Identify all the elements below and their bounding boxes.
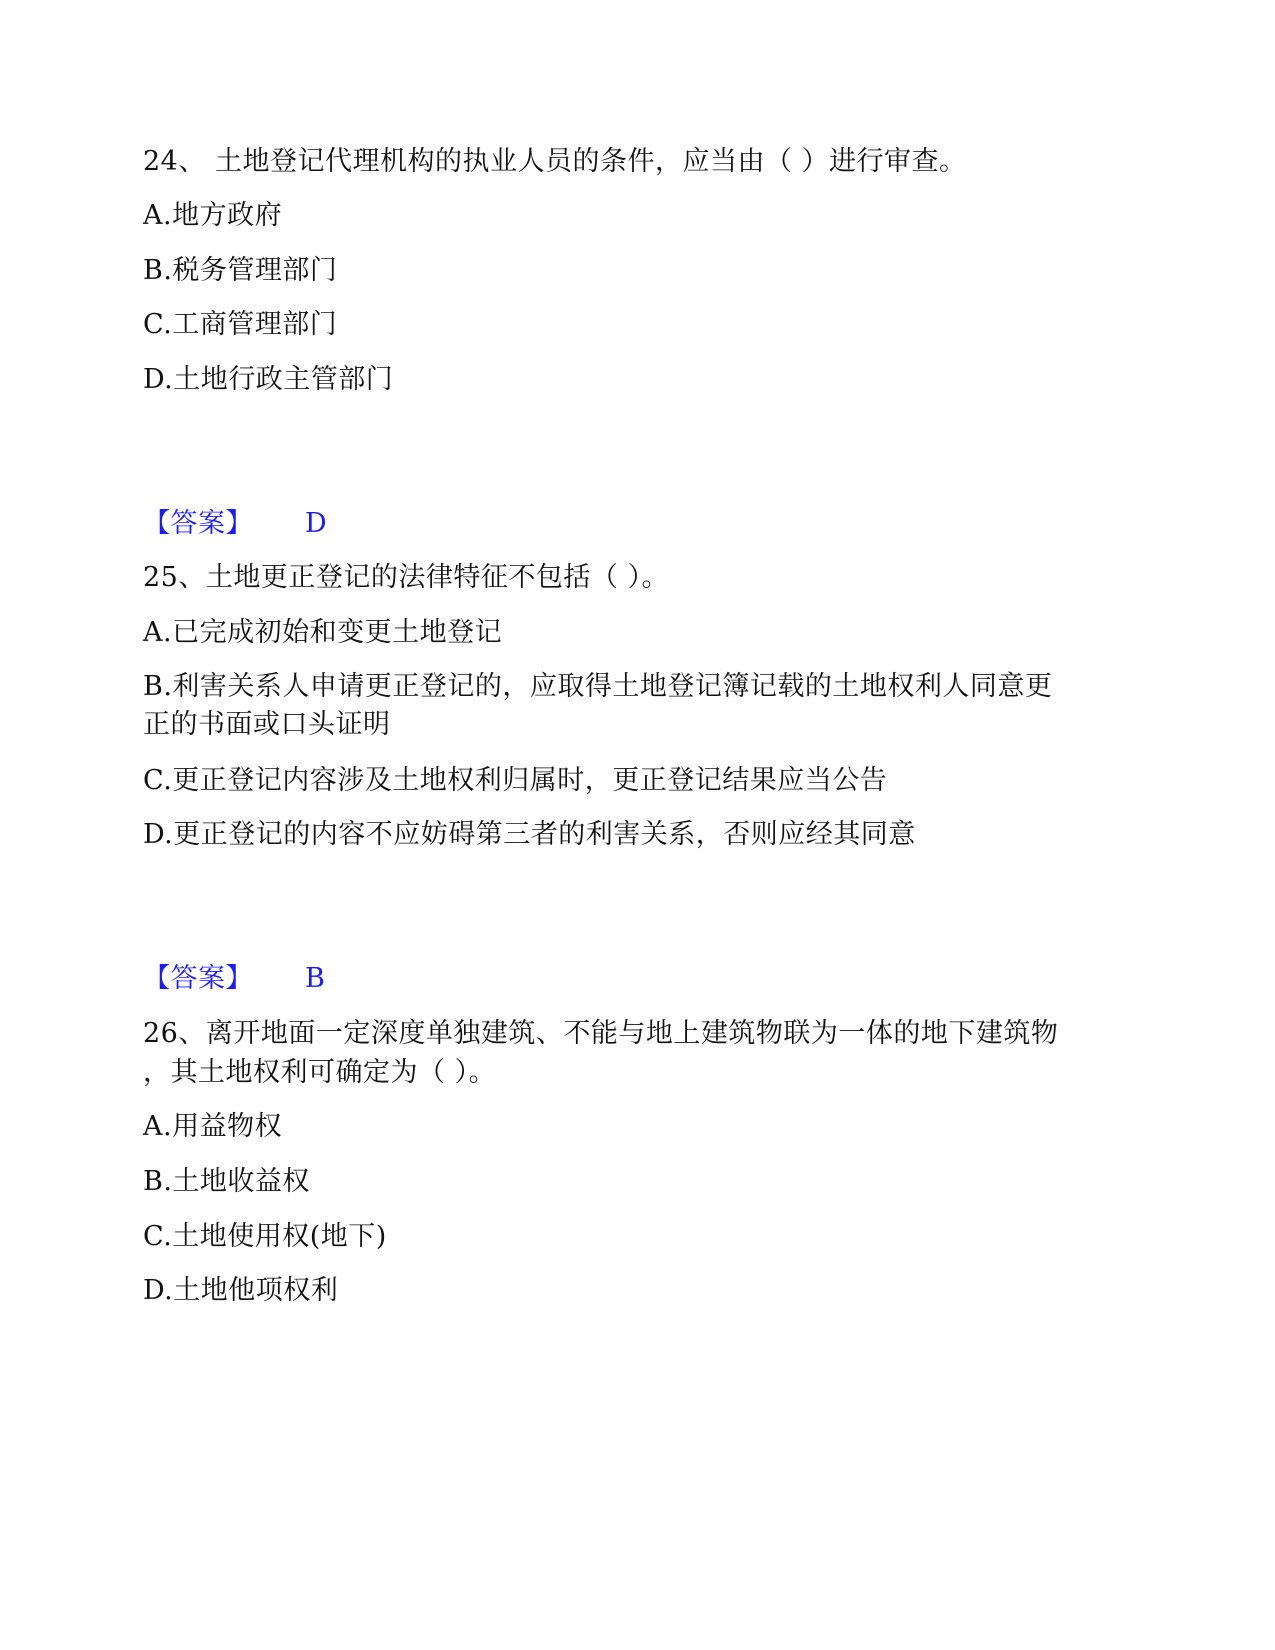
question-26-stem-line-2: ，其土地权利可确定为（ ）。 xyxy=(143,1057,497,1088)
question-25-option-a: A.已完成初始和变更土地登记 xyxy=(143,617,503,648)
question-24-stem: 24、 土地登记代理机构的执业人员的条件，应当由（ ）进行审查。 xyxy=(143,146,967,177)
question-24-option-a: A.地方政府 xyxy=(143,200,283,231)
answer-label: 【答案】 xyxy=(143,508,253,539)
question-25-option-b-line-1: B.利害关系人申请更正登记的，应取得土地登记簿记载的土地权利人同意更 xyxy=(143,671,1053,702)
question-24-answer xyxy=(143,505,327,543)
question-26-option-b: B.土地收益权 xyxy=(143,1166,310,1197)
answer-value: B xyxy=(305,963,326,994)
question-26-option-a: A.用益物权 xyxy=(143,1111,283,1142)
answer-label: 【答案】 xyxy=(143,963,253,994)
question-25-option-b-line-2: 正的书面或口头证明 xyxy=(143,709,391,740)
question-25-option-c: C.更正登记内容涉及土地权利归属时，更正登记结果应当公告 xyxy=(143,765,888,796)
question-24-option-b: B.税务管理部门 xyxy=(143,255,338,286)
question-24-option-d: D.土地行政主管部门 xyxy=(143,364,394,395)
question-26-option-d: D.土地他项权利 xyxy=(143,1275,339,1306)
question-25-answer xyxy=(143,960,325,998)
question-25-stem: 25、土地更正登记的法律特征不包括（ ）。 xyxy=(143,562,669,593)
answer-value: D xyxy=(305,508,328,539)
question-26-option-c: C.土地使用权(地下) xyxy=(143,1221,387,1252)
question-25-option-d: D.更正登记的内容不应妨碍第三者的利害关系，否则应经其同意 xyxy=(143,819,916,850)
question-26-stem-line-1: 26、离开地面一定深度单独建筑、不能与地上建筑物联为一体的地下建筑物 xyxy=(143,1018,1059,1049)
question-24-option-c: C.工商管理部门 xyxy=(143,309,338,340)
